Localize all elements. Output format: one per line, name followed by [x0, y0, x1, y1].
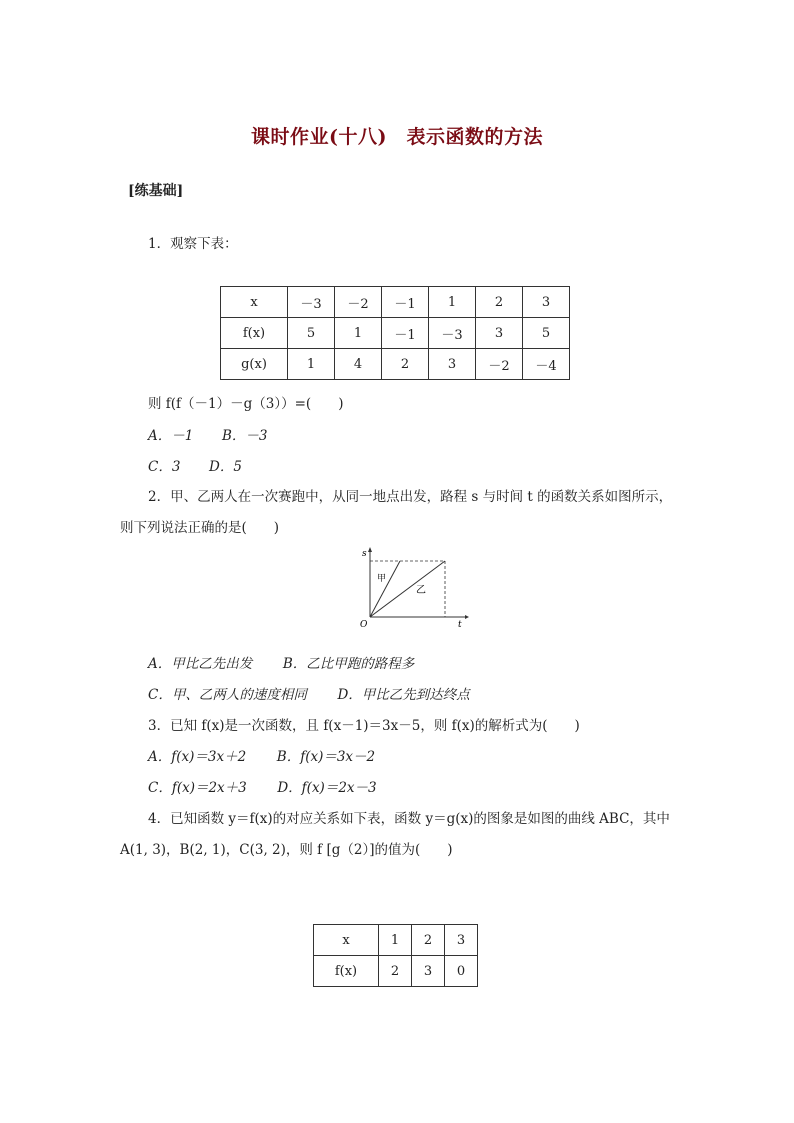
table-row	[314, 956, 478, 987]
origin-label: O	[360, 620, 368, 630]
q3-option-a[interactable]: A．f(x)＝3x＋2	[148, 749, 247, 765]
table-cell: f(x)	[314, 956, 379, 987]
q2-option-d[interactable]: D．甲比乙先到达终点	[337, 687, 470, 703]
jia-line	[370, 561, 400, 617]
table-cell: x	[314, 925, 379, 956]
q1-ask: 则 f(f（－1）－g（3））=( )	[148, 396, 344, 412]
table-cell: 2	[476, 287, 523, 318]
table-cell: －1	[382, 318, 429, 349]
s-axis-label: s	[362, 549, 367, 559]
table-cell: －2	[476, 349, 523, 380]
table-cell: 5	[288, 318, 335, 349]
q2-option-a[interactable]: A．甲比乙先出发	[148, 656, 253, 672]
table-cell: 5	[523, 318, 570, 349]
table-cell: 3	[429, 349, 476, 380]
table-row	[314, 925, 478, 956]
q2-stem-line2: 则下列说法正确的是( )	[120, 520, 280, 536]
table-cell: 1	[379, 925, 412, 956]
q2-option-b[interactable]: B．乙比甲跑的路程多	[282, 656, 415, 672]
q2-option-c[interactable]: C．甲、乙两人的速度相同	[148, 687, 307, 703]
table-cell: 0	[445, 956, 478, 987]
table-row	[221, 318, 570, 349]
q1-table	[220, 286, 570, 380]
s-axis-arrow	[368, 547, 372, 552]
table-cell: －3	[429, 318, 476, 349]
q1-option-d[interactable]: D．5	[209, 459, 242, 475]
table-cell: －1	[382, 287, 429, 318]
q1-stem: 1．观察下表：	[148, 236, 238, 252]
table-cell: 3	[523, 287, 570, 318]
table-cell: 3	[476, 318, 523, 349]
table-cell: －4	[523, 349, 570, 380]
q4-table	[313, 924, 478, 987]
table-cell: 2	[379, 956, 412, 987]
table-cell: 2	[382, 349, 429, 380]
q3-option-b[interactable]: B．f(x)＝3x－2	[276, 749, 376, 765]
jia-label: 甲	[377, 574, 387, 584]
table-row	[221, 349, 570, 380]
table-cell: 1	[288, 349, 335, 380]
table-cell: g(x)	[221, 349, 288, 380]
table-cell: 1	[429, 287, 476, 318]
distance-time-graph	[350, 545, 470, 630]
table-cell: 3	[412, 956, 445, 987]
q3-option-c[interactable]: C．f(x)＝2x＋3	[148, 780, 247, 796]
q4-stem-line1: 4．已知函数 y＝f(x)的对应关系如下表，函数 y＝g(x)的图象是如图的曲线 ABC，其中	[148, 811, 670, 827]
table-cell: －2	[335, 287, 382, 318]
table-cell: 3	[445, 925, 478, 956]
table-cell: 2	[412, 925, 445, 956]
table-cell: x	[221, 287, 288, 318]
table-cell: 4	[335, 349, 382, 380]
t-axis-arrow	[465, 615, 469, 619]
t-axis-label: t	[458, 620, 462, 630]
table-cell: －3	[288, 287, 335, 318]
q1-option-b[interactable]: B．－3	[221, 428, 268, 444]
table-cell: 1	[335, 318, 382, 349]
q1-option-c[interactable]: C．3	[148, 459, 181, 475]
q2-stem-line1: 2．甲、乙两人在一次赛跑中，从同一地点出发，路程 s 与时间 t 的函数关系如图所示，	[148, 489, 673, 505]
q3-stem: 3．已知 f(x)是一次函数，且 f(x－1)＝3x－5，则 f(x)的解析式为( )	[148, 718, 580, 734]
q4-stem-line2: A(1, 3)，B(2, 1)，C(3, 2)，则 f [g（2）]的值为( )	[120, 842, 453, 858]
q1-option-a[interactable]: A．－1	[148, 428, 194, 444]
yi-line	[370, 561, 445, 617]
table-cell: f(x)	[221, 318, 288, 349]
page-title: 课时作业(十八) 表示函数的方法	[251, 126, 543, 148]
yi-label: 乙	[416, 585, 426, 596]
q3-option-d[interactable]: D．f(x)＝2x－3	[277, 780, 377, 796]
table-row	[221, 287, 570, 318]
section-heading: [练基础]	[128, 183, 184, 199]
